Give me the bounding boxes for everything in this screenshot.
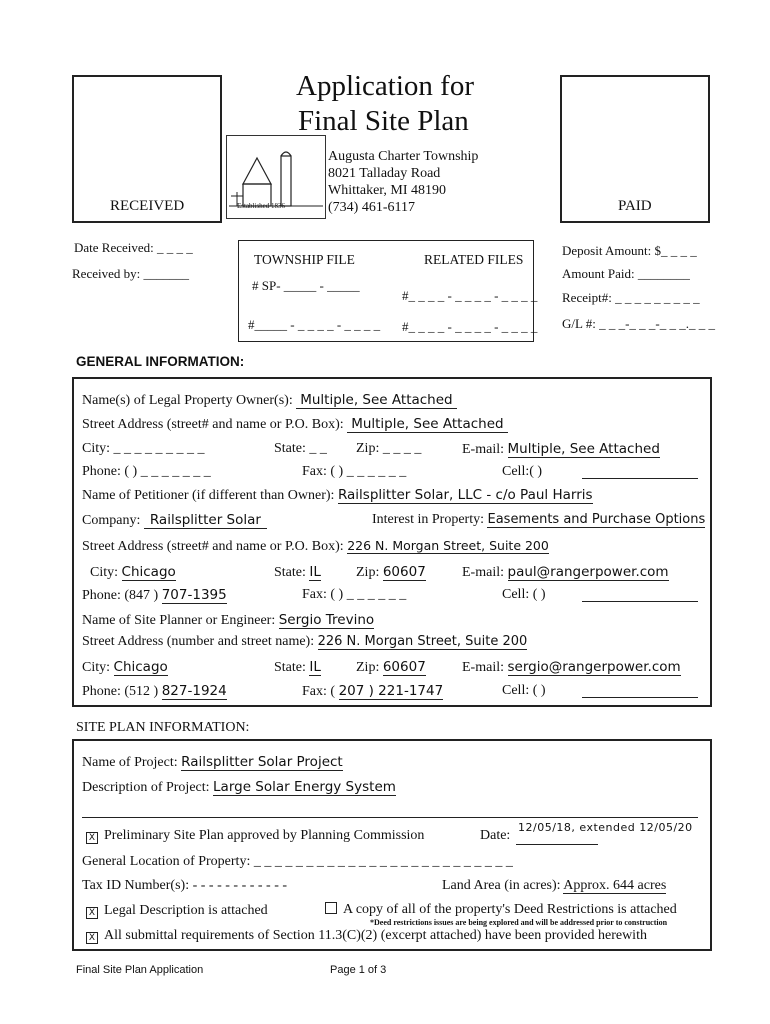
description-line [82, 817, 698, 818]
site-plan-heading: SITE PLAN INFORMATION: [76, 720, 250, 735]
receipt-number: Receipt#: _ _ _ _ _ _ _ _ _ [562, 290, 700, 305]
planner-cell-line [582, 697, 698, 698]
owner-email-value: Multiple, See Attached [507, 441, 660, 457]
land-area-row: Land Area (in acres): Approx. 644 acres [442, 878, 667, 893]
prelim-date-value: 12/05/18, extended 12/05/20 [518, 821, 693, 834]
prelim-date-line [516, 844, 598, 845]
owner-street-row: Street Address (street# and name or P.O. Box): Multiple, See Attached [82, 416, 508, 433]
petitioner-city-value: Chicago [121, 564, 176, 580]
petitioner-cell: Cell: ( ) [502, 587, 546, 602]
owner-name-value: Multiple, See Attached [296, 392, 456, 409]
deed-note: *Deed restrictions issues are being explored and will be addressed prior to construction [370, 918, 668, 927]
township-file-label: TOWNSHIP FILE [254, 252, 355, 267]
project-desc-value: Large Solar Energy System [213, 779, 396, 795]
company-value: Railsplitter Solar [144, 512, 267, 529]
tax-id: Tax ID Number(s): - - - - - - - - - - - - [82, 878, 288, 893]
petitioner-fax: Fax: ( ) _ _ _ _ _ _ [302, 587, 407, 602]
township-address [328, 148, 478, 216]
petitioner-row: Name of Petitioner (if different than Owner): Railsplitter Solar, LLC - c/o Paul Harris [82, 487, 593, 503]
file-number-2: #_____ - _ _ _ _ - _ _ _ _ [248, 317, 381, 332]
planner-street-value: 226 N. Morgan Street, Suite 200 [317, 634, 528, 649]
owner-street-value: Multiple, See Attached [347, 416, 507, 433]
date-received: Date Received: _ _ _ _ [74, 240, 193, 255]
company-row: Company: Railsplitter Solar [82, 512, 267, 529]
owner-fax: Fax: ( ) _ _ _ _ _ _ [302, 464, 407, 479]
received-by: Received by: _______ [72, 266, 189, 281]
project-name-row: Name of Project: Railsplitter Solar Project [82, 754, 343, 770]
legal-row: X Legal Description is attached [86, 903, 268, 919]
planner-value: Sergio Trevino [278, 612, 375, 628]
petitioner-phone-value: 707-1395 [161, 587, 227, 603]
address-line: (734) 461-6117 [328, 200, 415, 215]
deposit-amount: Deposit Amount: $_ _ _ _ [562, 243, 697, 258]
petitioner-cell-line [582, 601, 698, 602]
planner-phone-row: Phone: (512 ) 827-1924 [82, 683, 227, 699]
legal-checkbox[interactable]: X [86, 907, 98, 919]
project-name-value: Railsplitter Solar Project [181, 754, 343, 770]
deed-checkbox[interactable] [325, 902, 337, 914]
owner-zip: Zip: _ _ _ _ [356, 441, 422, 456]
township-logo [226, 135, 326, 219]
related-file-2: #_ _ _ _ - _ _ _ _ - _ _ _ _ [402, 319, 538, 334]
planner-fax-row: Fax: ( 207 ) 221-1747 [302, 683, 444, 699]
owner-phone: Phone: ( ) _ _ _ _ _ _ _ [82, 464, 211, 479]
submittal-checkbox[interactable]: X [86, 932, 98, 944]
prelim-row: X Preliminary Site Plan approved by Planning Commission [86, 828, 424, 844]
paid-label: PAID [618, 198, 652, 214]
owner-name-row: Name(s) of Legal Property Owner(s): Multiple, See Attached [82, 392, 457, 409]
prelim-date-label: Date: [480, 828, 511, 843]
general-info-heading: GENERAL INFORMATION: [76, 354, 245, 369]
address-line: Augusta Charter Township [328, 149, 479, 164]
planner-city-value: Chicago [113, 659, 168, 675]
owner-email-row: E-mail: Multiple, See Attached [462, 441, 660, 457]
related-file-1: #_ _ _ _ - _ _ _ _ - _ _ _ _ [402, 288, 538, 303]
interest-row: Interest in Property: Easements and Purchase Options [372, 512, 706, 527]
related-files-label: RELATED FILES [424, 252, 524, 267]
planner-zip-row: Zip: 60607 [356, 659, 426, 675]
sp-number: # SP- _____ - _____ [252, 278, 360, 293]
planner-fax-value: 207 ) 221-1747 [338, 683, 444, 699]
address-line: Whittaker, MI 48190 [328, 183, 447, 198]
page-number: Page 1 of 3 [330, 964, 387, 976]
petitioner-email-row: E-mail: paul@rangerpower.com [462, 564, 669, 580]
submittal-row: X All submittal requirements of Section 11.3(C)(2) (excerpt attached) have been provided herewith [86, 928, 647, 944]
planner-city-row: City: Chicago [82, 659, 168, 675]
petitioner-zip-row: Zip: 60607 [356, 564, 426, 580]
amount-paid: Amount Paid: ________ [562, 266, 690, 281]
petitioner-street-value: 226 N. Morgan Street, Suite 200 [347, 538, 549, 553]
petitioner-state-row: State: IL [274, 564, 321, 580]
planner-row: Name of Site Planner or Engineer: Sergio Trevino [82, 612, 375, 628]
gl-number: G/L #: _ _ _-_ _ _-_ _ _._ _ _ [562, 316, 715, 331]
planner-state-row: State: IL [274, 659, 321, 675]
footer-title: Final Site Plan Application [76, 964, 204, 976]
petitioner-email-value: paul@rangerpower.com [507, 564, 669, 580]
prelim-checkbox[interactable]: X [86, 832, 98, 844]
planner-email-row: E-mail: sergio@rangerpower.com [462, 659, 681, 675]
title-line1: Application for [296, 70, 474, 102]
petitioner-value: Railsplitter Solar, LLC - c/o Paul Harris [337, 487, 593, 503]
petitioner-phone-row: Phone: (847 ) 707-1395 [82, 587, 227, 603]
petitioner-zip-value: 60607 [382, 564, 426, 580]
planner-cell: Cell: ( ) [502, 683, 546, 698]
deed-label: A copy of all of the property's Deed Restrictions is attached [343, 902, 677, 917]
logo-caption: Established 1836 [237, 202, 286, 210]
planner-state-value: IL [309, 659, 321, 675]
received-label: RECEIVED [110, 198, 185, 214]
project-desc-row: Description of Project: Large Solar Energy System [82, 779, 396, 795]
deed-row [325, 901, 677, 918]
planner-email-value: sergio@rangerpower.com [507, 659, 681, 675]
land-area-value: Approx. 644 acres [563, 878, 667, 893]
owner-cell: Cell:( ) [502, 464, 543, 479]
owner-state: State: _ _ [274, 441, 327, 456]
general-location: General Location of Property: _ _ _ _ _ _ _ _ _ _ _ _ _ _ _ _ _ _ _ _ _ _ _ _ _ [82, 854, 513, 869]
petitioner-street-row: Street Address (street# and name or P.O. Box): 226 N. Morgan Street, Suite 200 [82, 538, 549, 554]
planner-zip-value: 60607 [382, 659, 426, 675]
petitioner-city-row: City: Chicago [90, 564, 176, 580]
owner-city: City: _ _ _ _ _ _ _ _ _ [82, 441, 205, 456]
interest-value: Easements and Purchase Options [487, 512, 706, 527]
owner-cell-line [582, 478, 698, 479]
petitioner-state-value: IL [309, 564, 321, 580]
title-line2: Final Site Plan [298, 105, 469, 137]
planner-phone-value: 827-1924 [161, 683, 227, 699]
planner-street-row: Street Address (number and street name): 226 N. Morgan Street, Suite 200 [82, 634, 528, 649]
address-line: 8021 Talladay Road [328, 166, 441, 181]
